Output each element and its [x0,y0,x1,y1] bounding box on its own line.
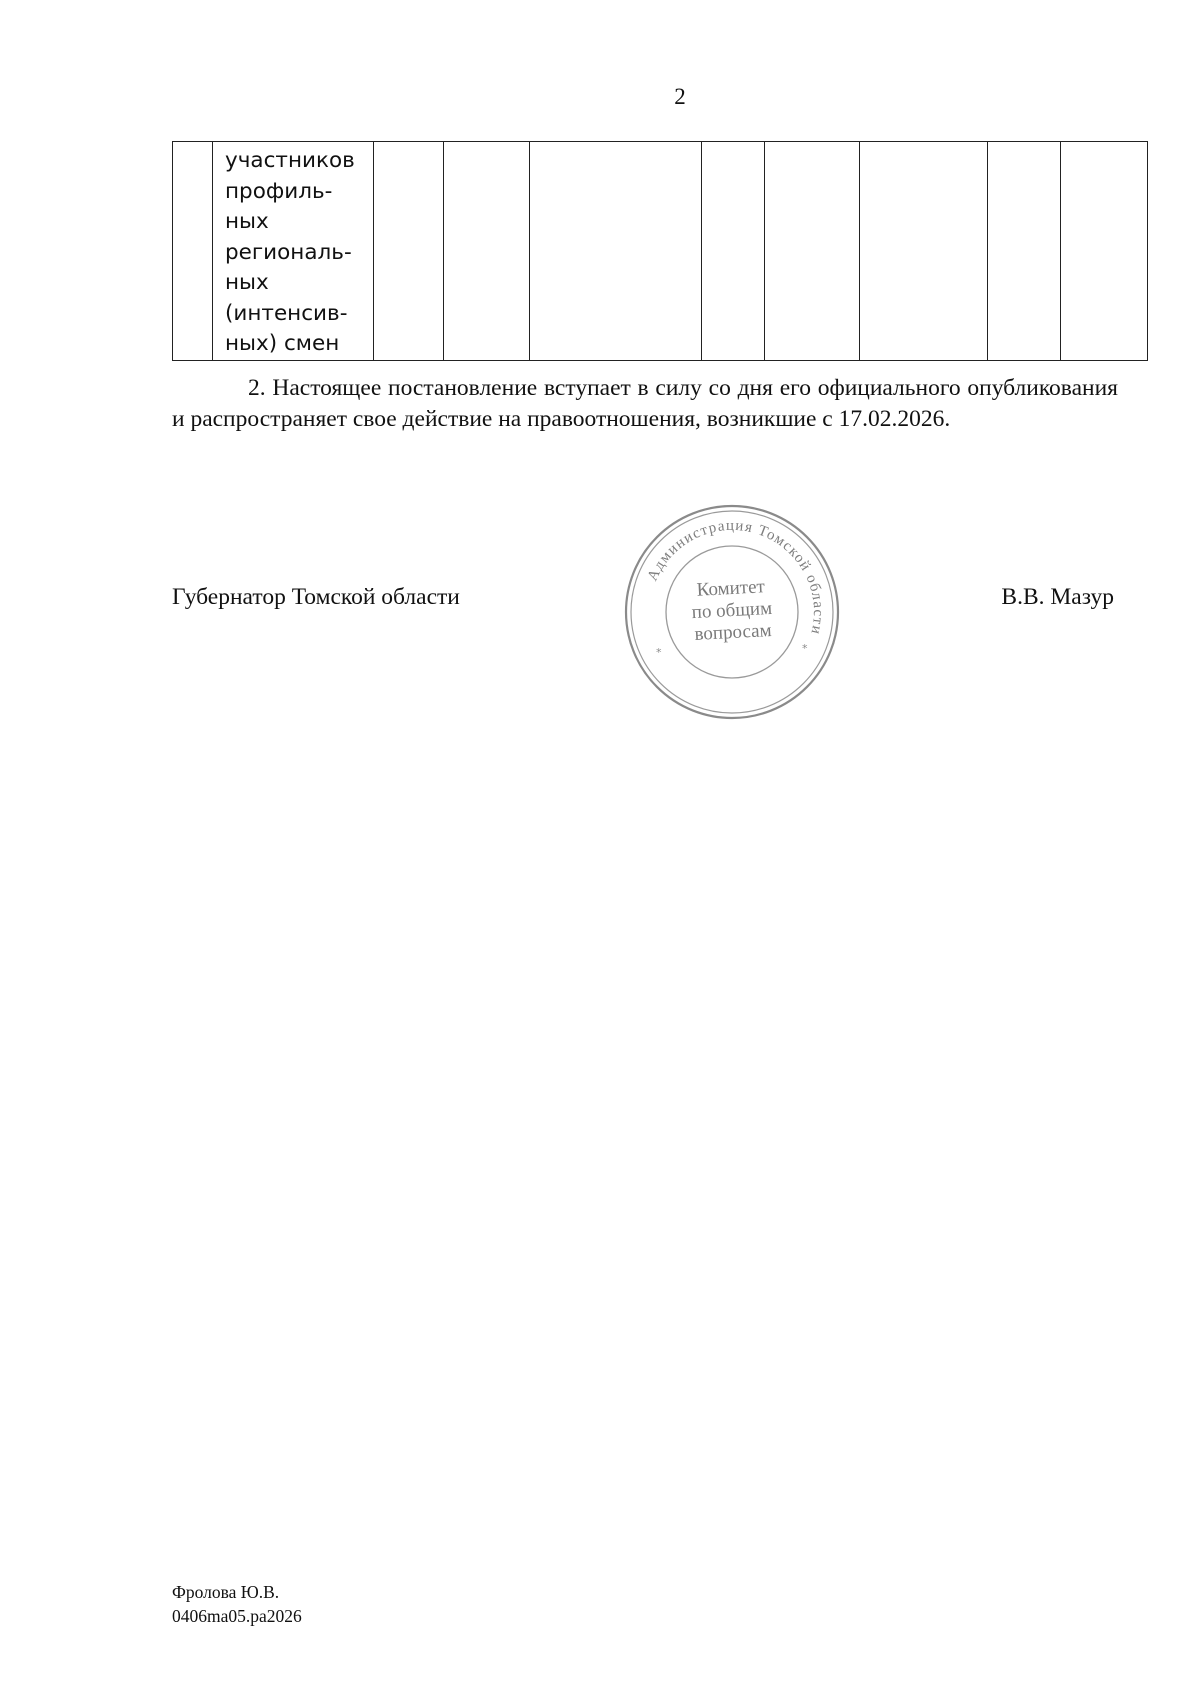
signer-name: В.В. Мазур [1001,584,1114,610]
table-cell-number [173,142,213,361]
signer-title: Губернатор Томской области [172,584,460,610]
page-number: 2 [674,84,686,109]
table-cell-indicator [213,142,374,361]
stamp-center-line-1: Комитет [696,576,766,601]
continued-table [172,141,1148,361]
table-cell [860,142,988,361]
svg-text:*: * [656,646,662,659]
svg-text:*: * [802,642,808,655]
table-row [173,142,1148,361]
executor-footer [172,1580,302,1628]
table-cell [530,142,702,361]
table-cell [1061,142,1148,361]
effective-date-paragraph: 2. Настоящее постановление вступает в силу со дня его официального опубликования и распространяет свое действие на правоотношения, возникшие с 17.02.2026. [172,375,1118,432]
table-cell [765,142,860,361]
stamp-center-line-3: вопросам [694,619,773,645]
stamp-center-line-2: по общим [691,597,773,624]
table-cell [444,142,530,361]
executor-name: Фролова Ю.В. [172,1582,280,1602]
table-cell [374,142,444,361]
document-code: 0406ma05.pa2026 [172,1606,302,1626]
table-cell-text: участников профиль- ных региональ- ных (интенсив- ных) смен [225,148,355,356]
stamp-seal-icon [620,500,844,724]
table-cell [702,142,765,361]
table-cell [988,142,1061,361]
official-stamp [620,500,844,724]
stamp-ring-text: Администрация Томской области [644,517,827,637]
